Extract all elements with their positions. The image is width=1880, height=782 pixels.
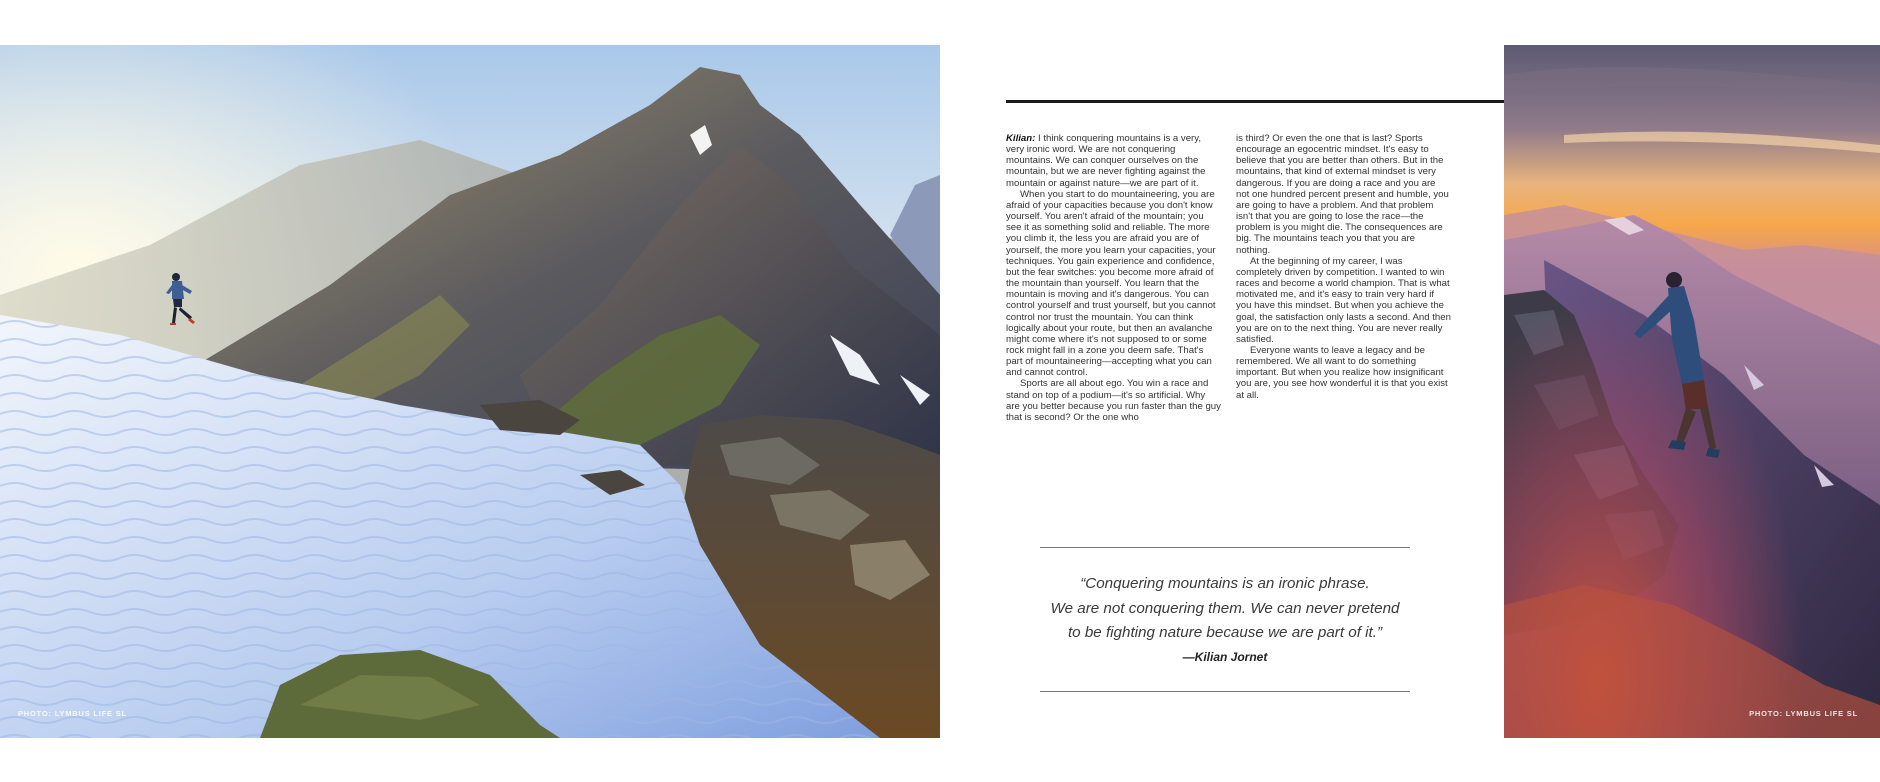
text-column-2 (1236, 133, 1451, 401)
sunset-climb-image (1504, 45, 1880, 738)
climber-sunset-photo (1504, 45, 1880, 738)
pull-quote-line: We are not conquering them. We can never pretend (1050, 599, 1400, 617)
paragraph: Sports are all about ego. You win a race and stand on top of a podium—it's so artificial. Why are you better because you run faster than the guy that is second? Or the one who (1006, 378, 1221, 423)
pull-quote-rule-bottom (1040, 691, 1410, 692)
top-rule (1006, 100, 1504, 103)
pull-quote-rule-top (1040, 547, 1410, 548)
runner-mountain-photo (0, 45, 940, 738)
paragraph: Everyone wants to leave a legacy and be remembered. We all want to do something important. But when you realize how insignificant you are, you see how wonderful it is that you exist at all. (1236, 344, 1448, 401)
paragraph (1006, 133, 1221, 189)
pull-quote (1020, 572, 1430, 646)
pull-quote-line: “Conquering mountains is an ironic phrase. (1080, 575, 1370, 592)
paragraph: When you start to do mountaineering, you are afraid of your capacities because you don't know yourself. You aren't afraid of the mountain; you see it as something solid and reliable. The more you climb it, the less you are afraid you are of yourself, the more you learn your capacities, your techniques. You gain experience and confidence, but the fear switches: you become more afraid of the mountain than yourself. You learn that the mountain is moving and it's dangerous. You can control yourself and trust yourself, but you cannot control nor trust the mountain. You can think logically about your route, but then an avalanche might come where it's not supposed to or some rock might fall in a zone you deem safe. That's part of mountaineering—accepting what you can and cannot control. (1006, 188, 1216, 379)
pull-quote-line: to be fighting nature because we are part of it.” (1067, 624, 1383, 641)
pull-quote-attribution: —Kilian Jornet (1182, 650, 1268, 664)
mountain-landscape-image (0, 45, 940, 738)
paragraph: is third? Or even the one that is last? Sports encourage an egocentric mindset. It's easy to believe that you are better than others. But in the mountains, that kind of external mindset is very dangerous. If you are doing a race and you are not one hundred percent present and humble, you are going to have a problem. And that problem isn't that you are going to lose the race—the problem is you might die. The consequences are big. The mountains teach you that you are nothing. (1236, 133, 1449, 256)
speaker-label: Kilian: (1006, 133, 1036, 144)
paragraph-text: I think conquering mountains is a very, very ironic word. We are not conquering mountains. We can conquer ourselves on the mountain, but we are never fighting against the mountain or against nature—we are part of it. (1006, 133, 1206, 189)
photo-credit: PHOTO: LYMBUS LIFE SL (1749, 709, 1858, 718)
photo-credit: PHOTO: LYMBUS LIFE SL (18, 709, 127, 718)
paragraph: At the beginning of my career, I was completely driven by competition. I wanted to win races and become a world champion. That is what motivated me, and it's easy to train very hard if you have this mindset. But when you achieve the goal, the satisfaction only lasts a second. And then you are on to the next thing. You are never really satisfied. (1236, 255, 1451, 345)
text-column-1 (1006, 133, 1221, 423)
